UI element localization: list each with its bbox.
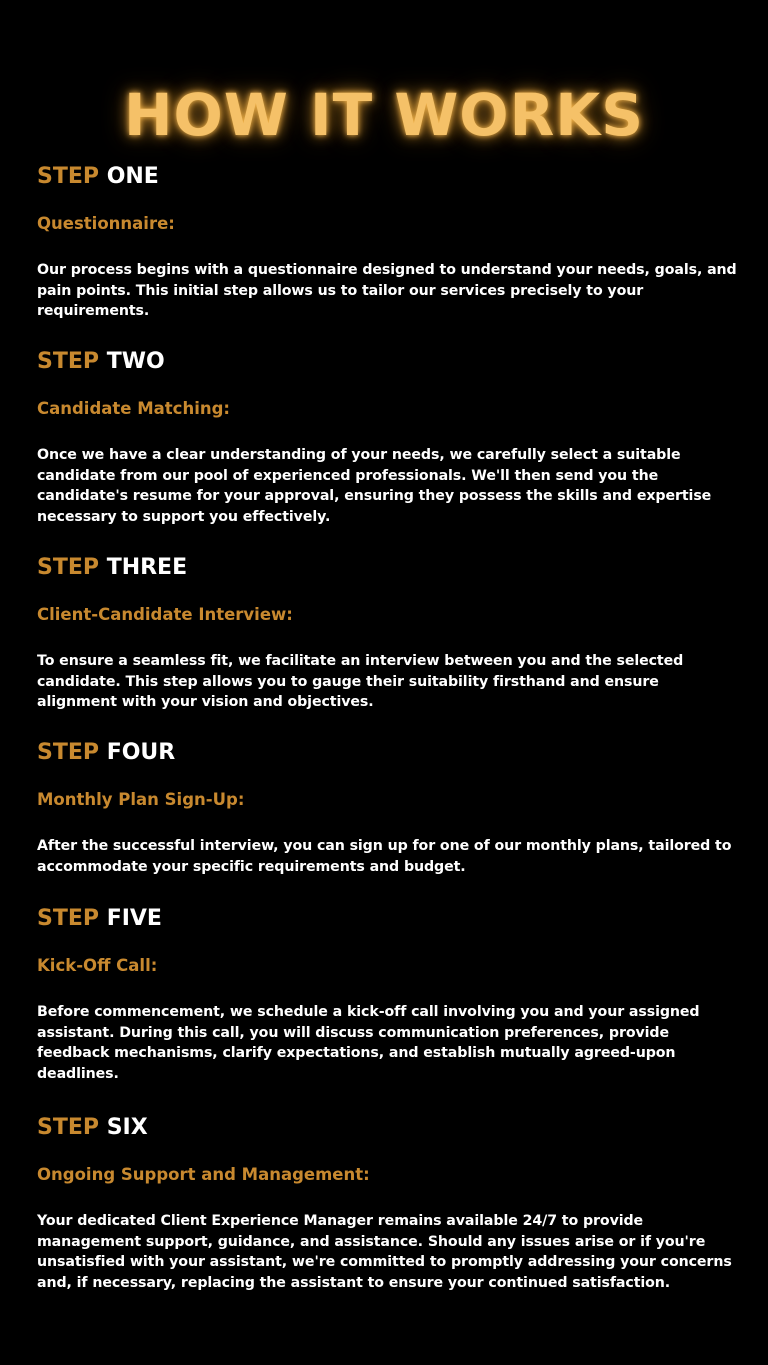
step-one-section — [37, 164, 742, 322]
step-subtitle: Monthly Plan Sign-Up: — [37, 790, 245, 809]
step-subtitle: Questionnaire: — [37, 214, 175, 233]
step-label: STEP — [37, 906, 100, 931]
step-label: STEP — [37, 349, 100, 374]
step-subtitle: Kick-Off Call: — [37, 956, 158, 975]
step-description: Once we have a clear understanding of your needs, we carefully select a suitable candidate from our pool of experienced professionals. We'll then send you the candidate's resume for your approval, ensuring they possess the skills and expertise necessary to support you effectively. — [37, 447, 712, 526]
step-description: Our process begins with a questionnaire designed to understand your needs, goals, and pain points. This initial step allows us to tailor our services precisely to your requirements. — [37, 262, 737, 320]
step-four-section — [37, 740, 742, 877]
step-heading — [37, 555, 742, 581]
step-six-section — [37, 1115, 742, 1294]
step-description: Your dedicated Client Experience Manager remains available 24/7 to provide management support, guidance, and assistance. Should any issues arise or if you're unsatisfied with your assistant, we're committed to promptly addressing your concerns and, if necessary, replacing the assistant to ensure your continued satisfaction. — [37, 1213, 732, 1292]
step-heading — [37, 1115, 742, 1141]
page-title: HOW IT WORKS — [123, 80, 644, 149]
step-label: STEP — [37, 1115, 100, 1140]
step-number: SIX — [106, 1115, 148, 1140]
step-subtitle: Client-Candidate Interview: — [37, 605, 293, 624]
step-two-section — [37, 349, 742, 528]
step-heading — [37, 164, 742, 190]
step-number: ONE — [106, 164, 159, 189]
step-label: STEP — [37, 164, 100, 189]
step-heading — [37, 349, 742, 375]
step-subtitle: Ongoing Support and Management: — [37, 1165, 370, 1184]
step-number: TWO — [106, 349, 165, 374]
step-description: Before commencement, we schedule a kick-off call involving you and your assigned assistant. During this call, you will discuss communication preferences, provide feedback mechanisms, clarify expectations, and establish mutually agreed-upon deadlines. — [37, 1004, 700, 1083]
step-heading — [37, 740, 742, 766]
step-number: FOUR — [106, 740, 176, 765]
step-five-section — [37, 906, 742, 1085]
step-description: After the successful interview, you can sign up for one of our monthly plans, tailored to accommodate your specific requirements and budget. — [37, 838, 732, 875]
step-number: THREE — [106, 555, 188, 580]
step-number: FIVE — [106, 906, 162, 931]
step-label: STEP — [37, 555, 100, 580]
step-subtitle: Candidate Matching: — [37, 399, 231, 418]
step-label: STEP — [37, 740, 100, 765]
step-description: To ensure a seamless fit, we facilitate an interview between you and the selected candidate. This step allows you to gauge their suitability firsthand and ensure alignment with your vision and objectives. — [37, 653, 684, 711]
step-three-section — [37, 555, 742, 713]
step-heading — [37, 906, 742, 932]
